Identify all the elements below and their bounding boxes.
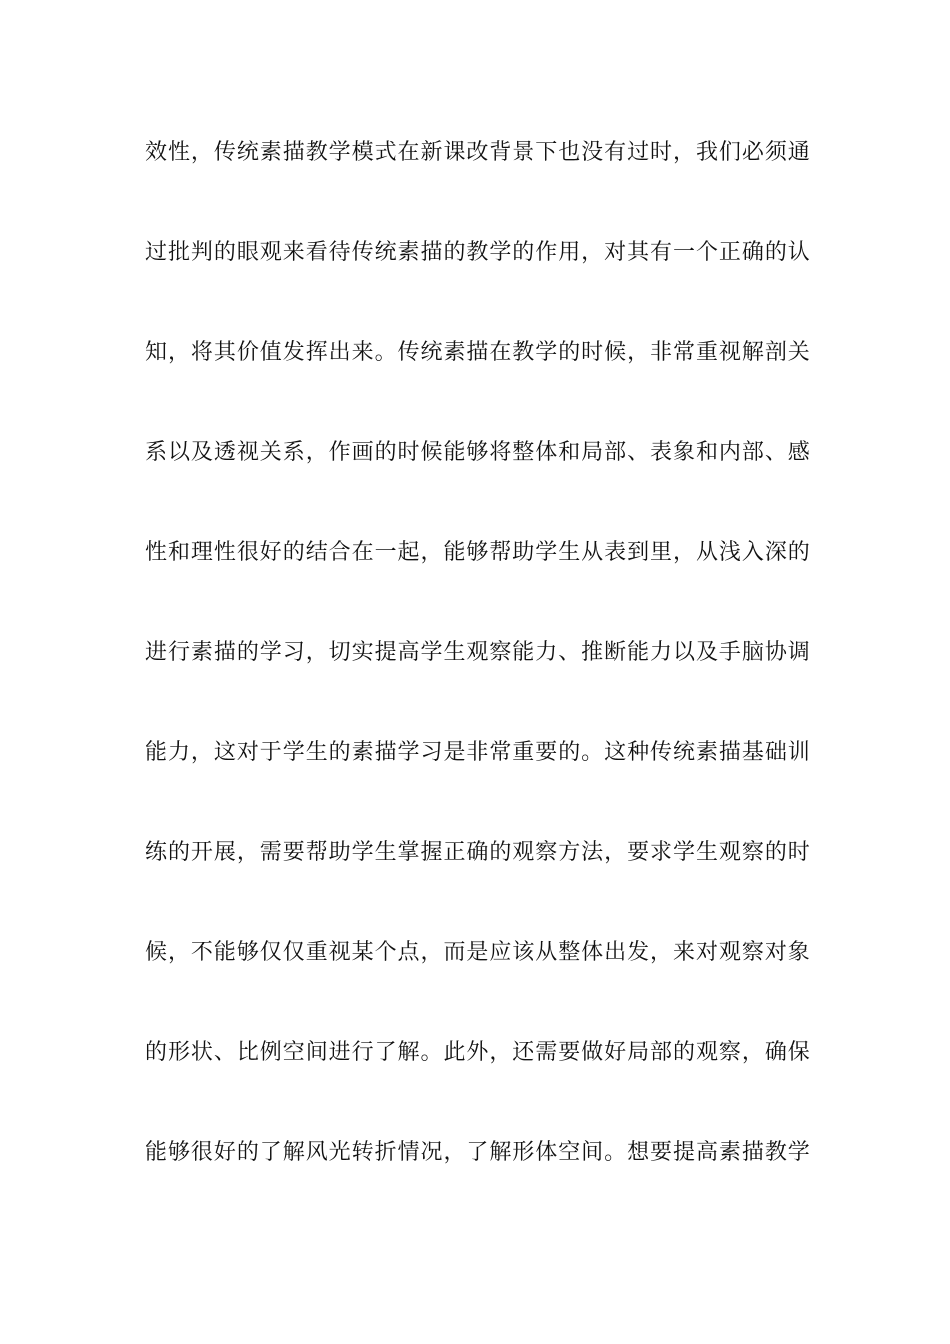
text-line: 候，不能够仅仅重视某个点，而是应该从整体出发，来对观察对象 [145, 940, 810, 965]
text-line: 能够很好的了解风光转折情况，了解形体空间。想要提高素描教学 [145, 1140, 810, 1165]
text-line: 效性，传统素描教学模式在新课改背景下也没有过时，我们必须通 [145, 140, 810, 165]
text-line: 过批判的眼观来看待传统素描的教学的作用，对其有一个正确的认 [145, 240, 810, 265]
text-line: 进行素描的学习，切实提高学生观察能力、推断能力以及手脑协调 [145, 640, 810, 665]
body-text [145, 130, 810, 1230]
text-line: 能力，这对于学生的素描学习是非常重要的。这种传统素描基础训 [145, 740, 810, 765]
text-line: 练的开展，需要帮助学生掌握正确的观察方法，要求学生观察的时 [145, 840, 810, 865]
text-line: 的形状、比例空间进行了解。此外，还需要做好局部的观察，确保 [145, 1040, 810, 1065]
text-line: 性和理性很好的结合在一起，能够帮助学生从表到里，从浅入深的 [145, 540, 810, 565]
text-line: 知，将其价值发挥出来。传统素描在教学的时候，非常重视解剖关 [145, 340, 810, 365]
text-line: 系以及透视关系，作画的时候能够将整体和局部、表象和内部、感 [145, 440, 810, 465]
